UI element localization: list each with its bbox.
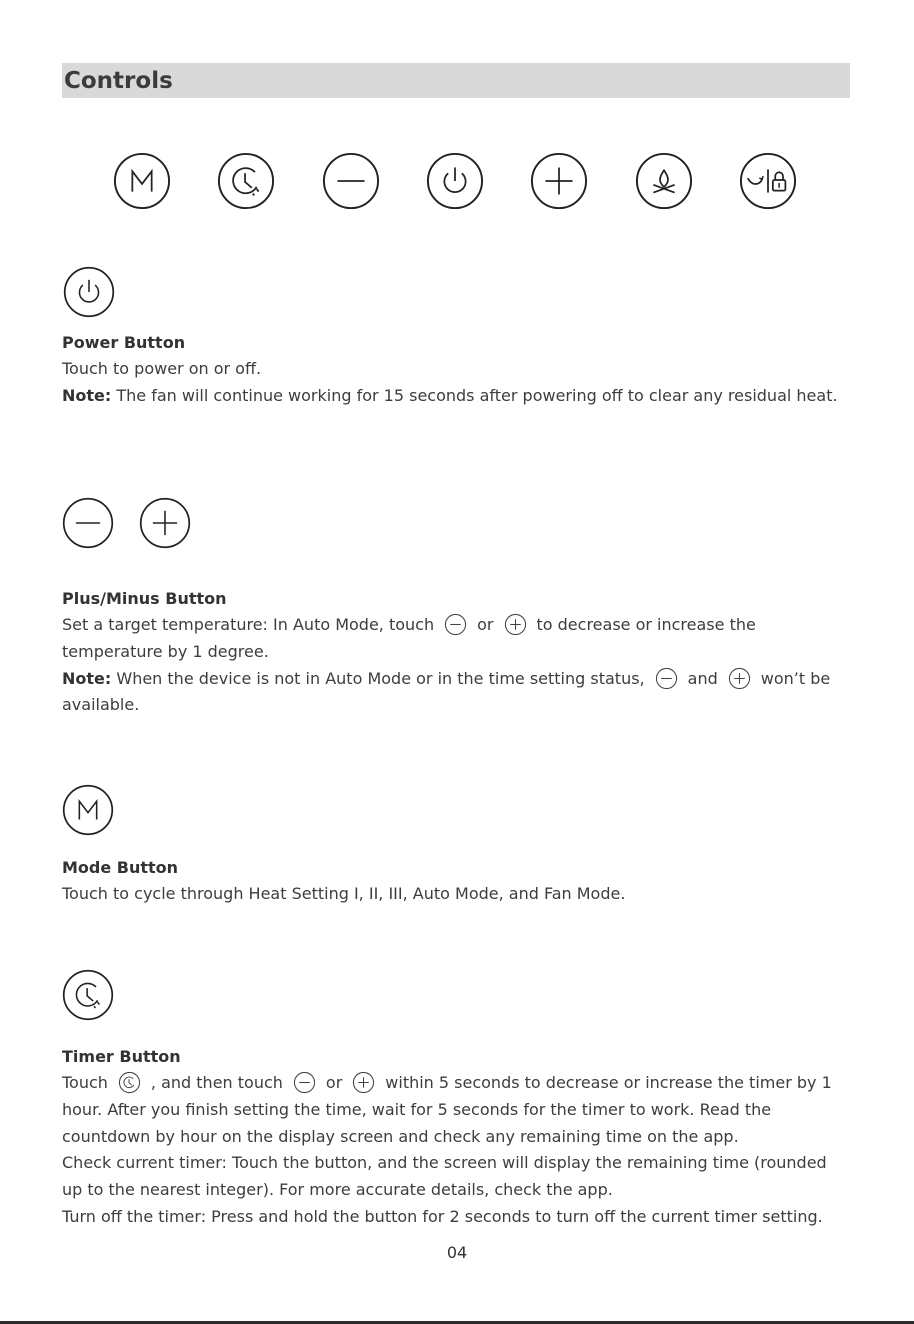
plus-icon [728,667,751,690]
plus-minus-note [62,666,852,720]
mode-section [62,854,852,908]
minus-icon [444,613,467,636]
text-span: When the device is not in Auto Mode or in the time setting status, [111,668,645,688]
power-icon [63,266,115,318]
mode-icon [62,784,114,836]
text-span: or [477,615,494,634]
plus-icon [530,152,588,210]
minus-icon [655,667,678,690]
power-icon [426,152,484,210]
mode-heading: Mode Button [62,858,179,877]
timer-off-text: Turn off the timer: Press and hold the button for 2 seconds to turn off the current timer setting. [62,1206,823,1226]
timer-icon [62,969,114,1021]
power-note [62,383,852,410]
note-label: Note: [62,385,112,405]
plus-icon [504,613,527,636]
text-span: to decrease or increase the temperature by 1 degree. [62,615,756,661]
power-description: Touch to power on or off. [62,359,262,378]
minus-icon [322,152,380,210]
text-span: or [325,1073,343,1092]
child-lock-icon [739,152,797,210]
timer-description [62,1070,852,1150]
note-text: The fan will continue working for 15 seconds after powering off to clear any residual heat. [111,385,838,405]
timer-icon [118,1071,141,1094]
flame-icon [635,152,693,210]
text-span: won’t be available. [62,668,831,715]
text-span: Touch [62,1073,108,1092]
text-span: Set a target temperature: In Auto Mode, touch [62,615,435,634]
section-title: Controls [64,68,173,94]
plus-icon [352,1071,375,1094]
timer-check-text: Check current timer: Touch the button, and the screen will display the remaining time (rounded up to the nearest integer). For more accurate details, check the app. [62,1153,827,1200]
power-heading: Power Button [62,333,186,352]
plus-minus-heading: Plus/Minus Button [62,589,227,608]
timer-section [62,1043,852,1231]
plus-minus-section [62,585,852,719]
power-section [62,329,852,410]
text-span: within 5 seconds to decrease or increase the timer by 1 hour. After you finish setting the time, wait for 5 seconds for the timer to work. Read the countdown by hour on the display screen and check any remaining time on the app. [62,1073,832,1146]
minus-icon [293,1071,316,1094]
page-number: 04 [446,1243,468,1262]
text-span: and [687,668,718,688]
mode-description: Touch to cycle through Heat Setting I, II, III, Auto Mode, and Fan Mode. [62,884,626,903]
plus-icon [139,497,191,549]
mode-icon [113,152,171,210]
section-header [62,63,850,98]
timer-icon [217,152,275,210]
note-label: Note: [62,668,112,688]
plus-minus-description [62,612,852,666]
minus-icon [62,497,114,549]
text-span: , and then touch [150,1073,283,1092]
timer-heading: Timer Button [62,1047,181,1066]
